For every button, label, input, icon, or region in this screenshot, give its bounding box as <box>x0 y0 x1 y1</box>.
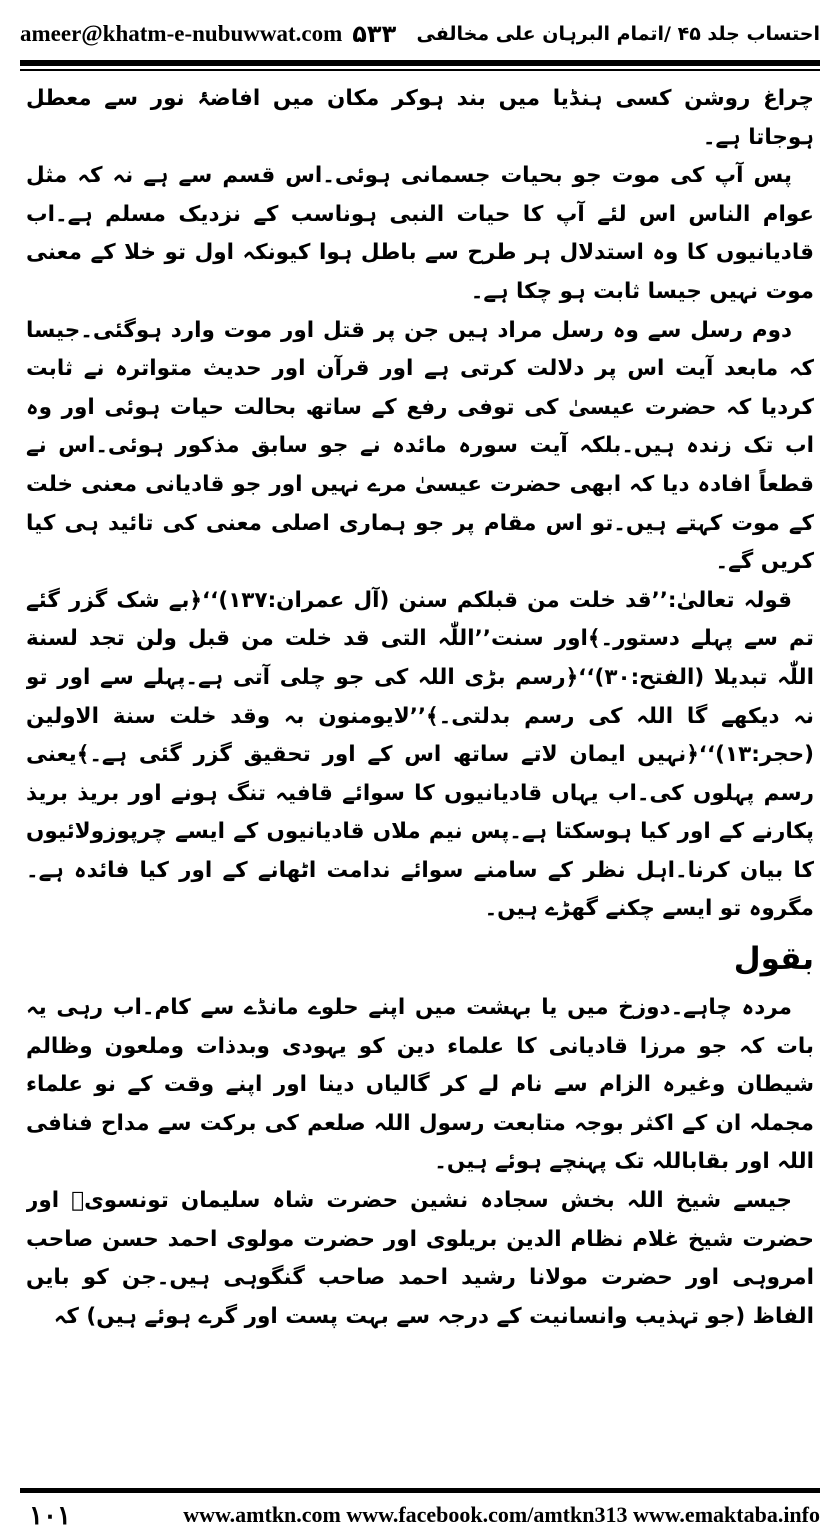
paragraph-3: دوم رسل سے وہ رسل مراد ہیں جن پر قتل اور موت وارد ہوگئی۔جیسا کہ مابعد آیت اس پر دلالت کرتی ہے اور قرآن اور حدیث متواترہ نے ثابت کردیا کہ حضرت عیسیٰ کی توفی رفع کے ساتھ بحالت حیات ہوئی اور وہ اب تک زندہ ہیں۔بلکہ آیت سورہ مائدہ نے جو سابق مذکور ہوئی۔اس نے قطعاً افادہ دیا کہ ابھی حضرت عیسیٰ مرے نہیں اور جو قادیانی معنی خلت کے موت کہتے ہیں۔تو اس مقام پر جو ہماری اصلی معنی کی تائید ہی کیا کریں گے۔ <box>26 317 814 575</box>
paragraph-6: جیسے شیخ اللہ بخش سجادہ نشین حضرت شاہ سلیمان تونسویؒ اور حضرت شیخ غلام نظام الدین بریلوی اور حضرت مولوی احمد حسن صاحب امروہی اور حضرت مولانا رشید احمد صاحب گنگوہی ہیں۔جن کو بایں الفاظ (جو تہذیب وانسانیت کے درجہ سے بہت پست اور گرے ہوئے ہیں) کہ <box>26 1188 814 1329</box>
footer-rule <box>20 1488 820 1493</box>
header-left <box>20 20 396 48</box>
paragraph-4: قولہ تعالیٰ:’’قد خلت من قبلکم سنن (آل عمران:۱۳۷)‘‘﴿بے شک گزر گئے تم سے پہلے دستور۔﴾اور سنت’’اللّٰہ التی قد خلت من قبل ولن تجد لسنة اللّٰہ تبدیلا (الفتح:۳۰)‘‘﴿رسم بڑی اللہ کی جو چلی آتی ہے۔پہلے سے اور تو نہ دیکھے گا اللہ کی رسم بدلتی۔﴾’’لایومنون بہ وقد خلت سنة الاولین (حجر:۱۳)‘‘﴿نہیں ایمان لاتے ساتھ اس کے اور تحقیق گزر گئی ہے۔﴾یعنی رسم پہلوں کی۔اب یہاں قادیانیوں کا سوائے قافیہ تنگ ہونے اور بریذ بریذ پکارنے کے اور کیا ہوسکتا ہے۔پس نیم ملاں قادیانیوں کے ایسے چرپوزولائیوں کا بیان کرنا۔اہل نظر کے سامنے سوائے ندامت اٹھانے کے اور کیا فائدہ ہے۔مگروہ تو ایسے چکنے گھڑے ہیں۔ <box>26 587 814 922</box>
paragraph-5: مردہ چاہے۔دوزخ میں یا بہشت میں اپنے حلوے مانڈے سے کام۔اب رہی یہ بات کہ جو مرزا قادیانی کا علماء دین کو یہودی وبدذات وملعون وظالم شیطان وغیرہ الزام سے نام لے کر گالیاں دینا اور اپنے وقت کے نو علماء مجملہ ان کے اکثر بوجہ متابعت رسول اللہ صلعم کی برکت سے مداح فنافی اللہ اور بقاباللہ تک پہنچے ہوئے ہیں۔ <box>26 995 814 1175</box>
footer-urls[interactable]: www.amtkn.com www.facebook.com/amtkn313 www.emaktaba.info <box>183 1502 820 1527</box>
page-footer <box>20 1497 820 1533</box>
footer-page-number: ۱۰۱ <box>29 1499 71 1530</box>
paragraph-2: پس آپ کی موت جو بحیات جسمانی ہوئی۔اس قسم سے ہے نہ کہ مثل عوام الناس اس لئے آپ کا حیات النبی ہوناسب کے نزدیک مسلم ہے۔اب قادیانیوں کا وہ استدلال ہر طرح سے باطل ہوا کیونکہ اول تو خلا کے معنی موت نہیں جیسا ثابت ہو چکا ہے۔ <box>26 163 814 304</box>
header-book-title: احتساب جلد ۴۵ /اتمام البرہان علی مخالفی <box>416 23 820 45</box>
section-heading: بقول <box>733 941 814 978</box>
page-body <box>26 80 814 1472</box>
header-email[interactable]: ameer@khatm-e-nubuwwat.com <box>20 21 343 46</box>
paragraph-1: چراغ روشن کسی ہنڈیا میں بند ہوکر مکان میں افاضۂ نور سے معطل ہوجاتا ہے۔ <box>26 86 814 150</box>
page-header <box>20 14 820 54</box>
header-rule-thin <box>20 69 820 71</box>
header-page-number: ۵۳۳ <box>352 20 397 48</box>
header-rule-thick <box>20 60 820 66</box>
